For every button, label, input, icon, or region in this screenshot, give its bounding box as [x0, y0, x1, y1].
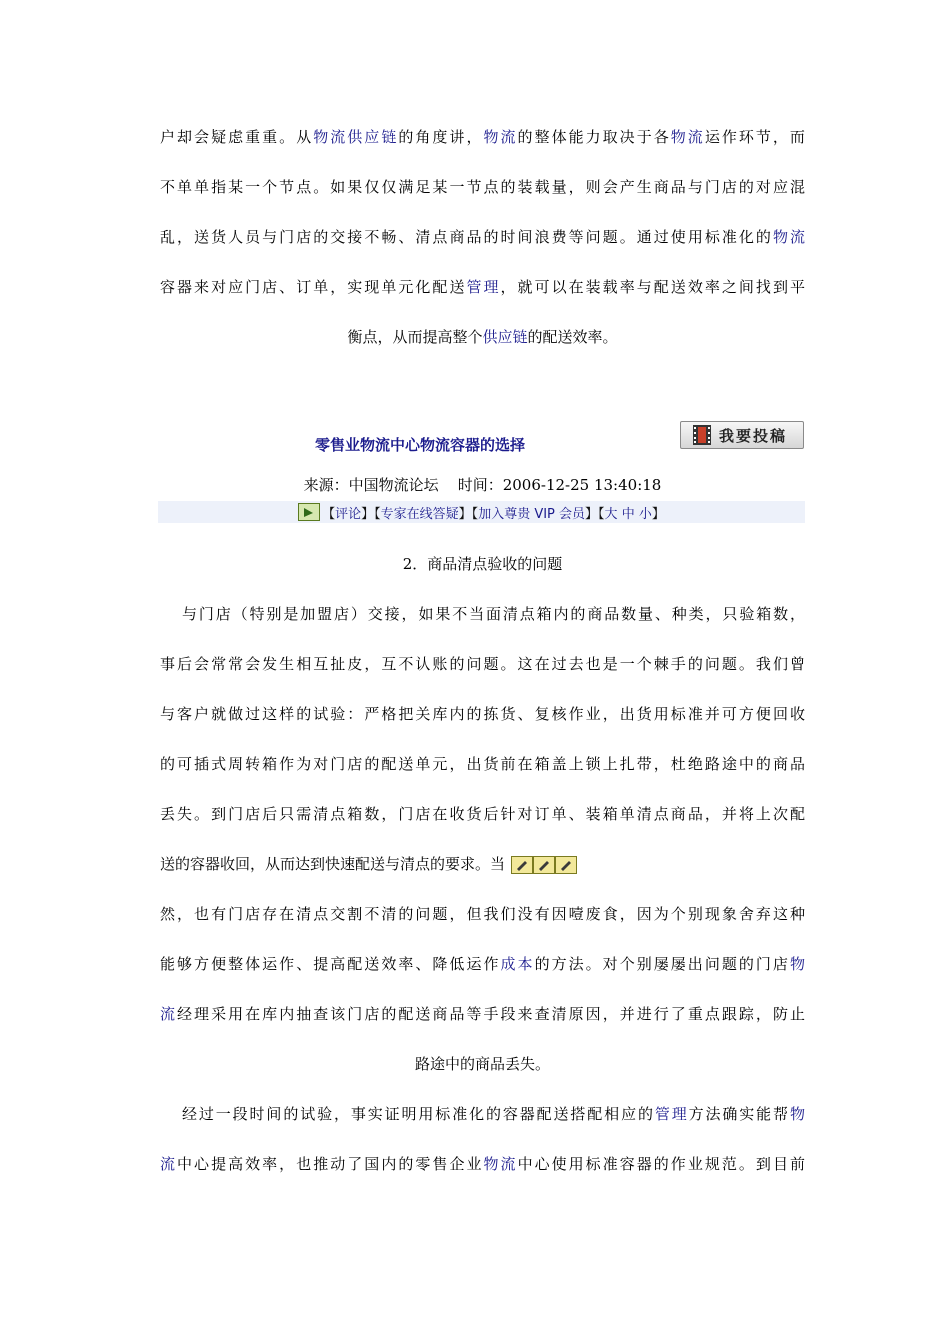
pencil-icon — [555, 856, 577, 874]
link-supply-chain[interactable]: 供应链 — [482, 328, 528, 346]
text: 户却会疑虑重重。从 — [160, 128, 314, 146]
pencil-icon — [533, 856, 555, 874]
film-icon — [693, 425, 711, 445]
link-logistics[interactable]: 物流 — [483, 1155, 518, 1173]
text: 容器来对应门店、订单，实现单元化配送 — [160, 278, 467, 296]
text-line: 事后会常常会发生相互扯皮，互不认账的问题。这在过去也是一个棘手的问题。我们曾 — [160, 655, 805, 673]
link-logistics[interactable]: 流 — [160, 1155, 178, 1173]
text: 能够方便整体运作、提高配送效率、降低运作 — [160, 955, 501, 973]
text: 运作环节，而 — [704, 128, 805, 146]
text-line: 然，也有门店存在清点交割不清的问题，但我们没有因噎废食，因为个别现象舍弃这种 — [160, 905, 805, 923]
article-toolbar — [158, 501, 805, 523]
font-size-large-link[interactable]: 大 — [604, 506, 618, 522]
link-logistics[interactable]: 流 — [160, 1005, 178, 1023]
text: 方法确实能帮 — [688, 1105, 790, 1123]
bracket: 】【 — [361, 506, 381, 522]
link-logistics[interactable]: 物流 — [483, 128, 518, 146]
link-management[interactable]: 管理 — [466, 278, 501, 296]
text: 的整体能力取决于各 — [517, 128, 671, 146]
pen-icon — [298, 503, 320, 521]
link-logistics[interactable]: 物流 — [772, 228, 805, 246]
text-line — [160, 274, 805, 300]
submit-article-button[interactable] — [680, 421, 804, 449]
article-meta: 来源：中国物流论坛 时间：2006-12-25 13:40:18 — [303, 476, 662, 494]
text: 送的容器收回，从而达到快速配送与清点的要求。当 — [160, 855, 506, 873]
text-line — [160, 951, 805, 977]
text-line — [160, 124, 805, 150]
text-line — [160, 1001, 805, 1027]
text-line — [160, 851, 805, 877]
link-management[interactable]: 管理 — [654, 1105, 689, 1123]
pencil-icon — [511, 856, 533, 874]
text: 的方法。对个别屡屡出问题的门店 — [534, 955, 790, 973]
text: 的配送效率。 — [527, 328, 618, 346]
link-logistics[interactable]: 物 — [789, 955, 805, 973]
text-line — [160, 1101, 805, 1127]
text: 衡点，从而提高整个 — [347, 328, 483, 346]
link-logistics[interactable]: 物 — [789, 1105, 805, 1123]
text-line: 与客户就做过这样的试验：严格把关库内的拣货、复核作业，出货用标准并可方便回收 — [160, 705, 805, 723]
text-line: 与门店（特别是加盟店）交接，如果不当面清点箱内的商品数量、种类，只验箱数， — [182, 605, 805, 623]
font-size-medium-link[interactable]: 中 — [621, 506, 635, 522]
text-line — [160, 1151, 805, 1177]
text-line: 的可插式周转箱作为对门店的配送单元，出货前在箱盖上锁上扎带，杜绝路途中的商品 — [160, 755, 805, 773]
text: 经理采用在库内抽查该门店的配送商品等手段来查清原因，并进行了重点跟踪，防止 — [177, 1005, 805, 1023]
text-line — [160, 224, 805, 250]
submit-article-label: 我要投稿 — [719, 426, 788, 445]
link-cost[interactable]: 成本 — [500, 955, 535, 973]
section-heading: 2．商品清点验收的问题 — [402, 555, 563, 573]
bracket: 】 — [651, 506, 665, 522]
text: 乱，送货人员与门店的交接不畅、清点商品的时间浪费等问题。通过使用标准化的 — [160, 228, 773, 246]
link-logistics-supply-chain[interactable]: 物流供应链 — [313, 128, 399, 146]
link-logistics[interactable]: 物流 — [670, 128, 705, 146]
join-vip-link[interactable]: 加入尊贵 VIP 会员 — [478, 506, 586, 522]
text-line — [160, 324, 805, 350]
text: 经过一段时间的试验，事实证明用标准化的容器配送搭配相应的 — [182, 1105, 655, 1123]
bracket: 】【 — [458, 506, 479, 522]
text: 中心使用标准容器的作业规范。到目前 — [517, 1155, 805, 1173]
text: 的角度讲， — [398, 128, 484, 146]
bracket: 【 — [322, 506, 336, 522]
text: 中心提高效率，也推动了国内的零售企业 — [177, 1155, 484, 1173]
bracket: 】【 — [585, 506, 605, 522]
text-line: 丢失。到门店后只需清点箱数，门店在收货后针对订单、装箱单清点商品，并将上次配 — [160, 805, 805, 823]
expert-qa-link[interactable]: 专家在线答疑 — [380, 506, 459, 522]
article-title: 零售业物流中心物流容器的选择 — [314, 436, 525, 454]
inline-image-strip — [511, 856, 577, 874]
text: ，就可以在装载率与配送效率之间找到平 — [500, 278, 805, 296]
comment-link[interactable]: 评论 — [335, 506, 362, 522]
text-line: 路途中的商品丢失。 — [414, 1055, 550, 1073]
font-size-small-link[interactable]: 小 — [638, 506, 652, 522]
text-line: 不单单指某一个节点。如果仅仅满足某一节点的装载量，则会产生商品与门店的对应混 — [160, 178, 805, 196]
